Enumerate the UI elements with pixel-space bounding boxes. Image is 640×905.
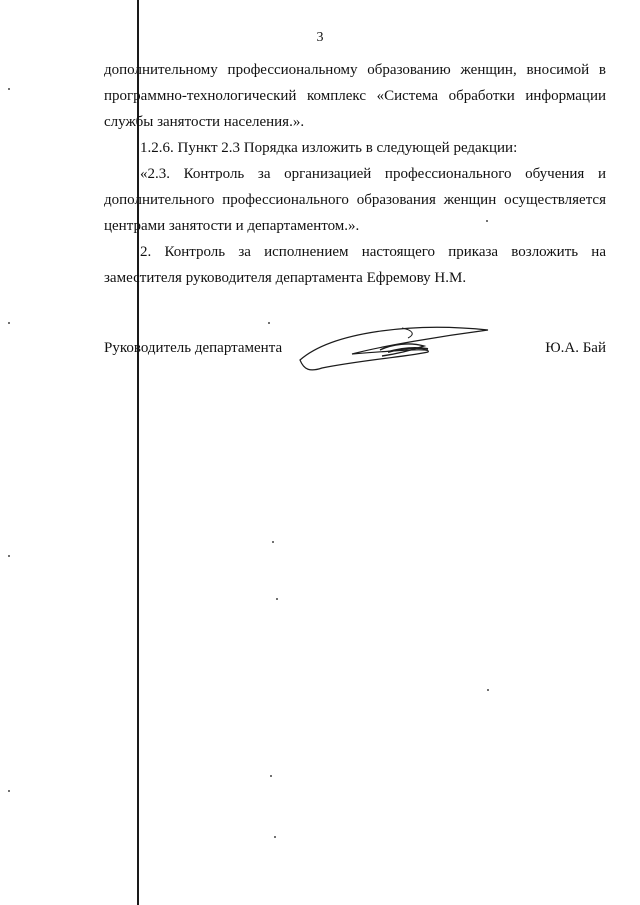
paragraph-item-2 (104, 239, 606, 291)
scan-speck (8, 322, 10, 324)
text-line: «2.3. Контроль за организацией профессионального обучения и (140, 166, 606, 182)
scan-speck (8, 555, 10, 557)
signatory-title: Руководитель департамента (104, 340, 283, 356)
paragraph-quote-2-3 (104, 161, 606, 239)
text-line: заместителя руководителя департамента Ефремову Н.М. (104, 270, 467, 286)
text-line: центрами занятости и департаментом.». (104, 218, 360, 234)
scan-speck (487, 689, 489, 691)
scan-speck (8, 88, 10, 90)
scan-speck (276, 598, 278, 600)
scan-speck (486, 220, 488, 222)
text-line: 1.2.6. Пункт 2.3 Порядка изложить в следующей редакции: (140, 140, 518, 156)
text-line: дополнительного профессионального образования женщин осуществляется (104, 192, 606, 208)
scan-speck (272, 541, 274, 543)
text-line: 2. Контроль за исполнением настоящего приказа возложить на (140, 244, 606, 260)
scan-speck (270, 775, 272, 777)
scan-speck (8, 790, 10, 792)
scan-speck (274, 836, 276, 838)
text-line: дополнительному профессиональному образованию женщин, вносимой в (104, 62, 606, 78)
text-line: службы занятости населения.». (104, 114, 305, 130)
scan-speck (268, 322, 270, 324)
signatory-name: Ю.А. Бай (545, 340, 606, 356)
paragraph-continuation (104, 57, 606, 135)
text-line: программно-технологический комплекс «Система обработки информации (104, 88, 606, 104)
signature-row (104, 340, 606, 370)
paragraph-item-1-2-6 (104, 135, 606, 161)
page-number: 3 (316, 30, 324, 45)
